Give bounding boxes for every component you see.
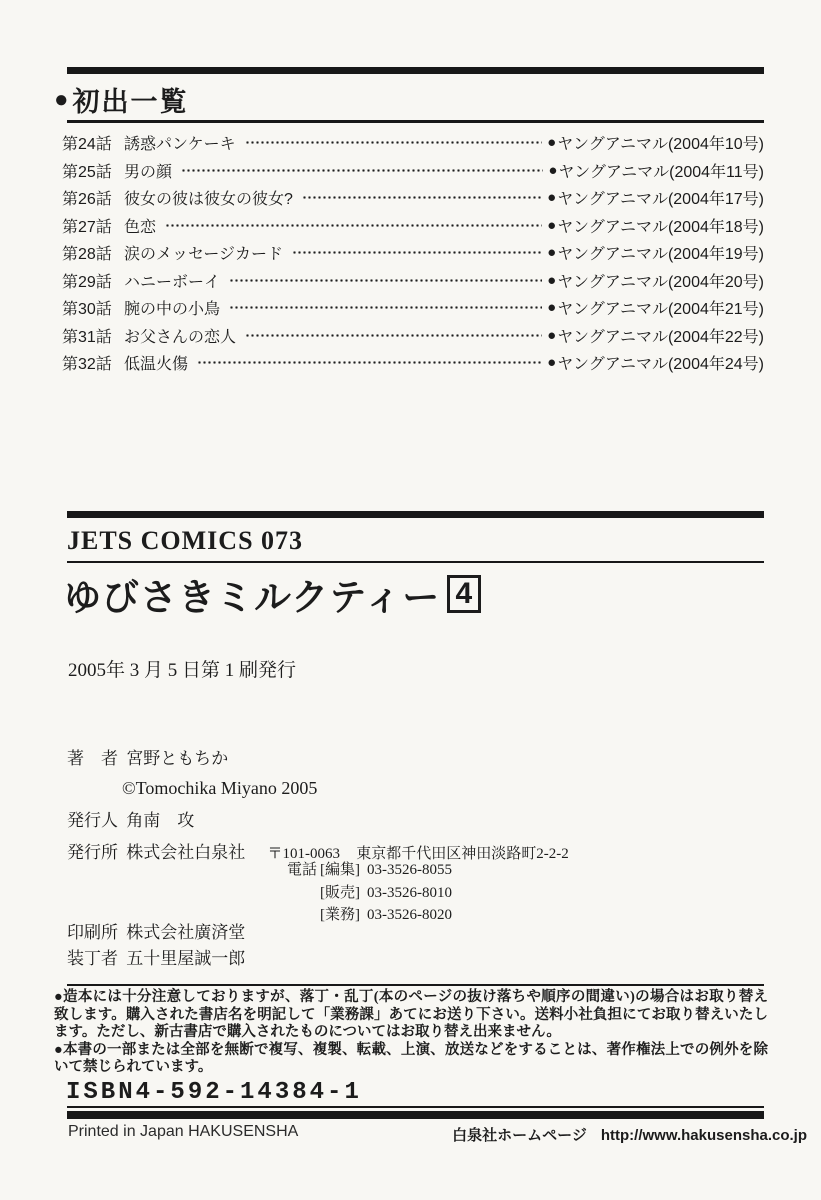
list-item (62, 157, 764, 185)
credit-value: 五十里屋誠一郎 (126, 949, 246, 968)
magazine-credit (547, 131, 764, 154)
credit-issuer (67, 806, 194, 831)
credit-author (67, 744, 228, 769)
chapter-number: 第29話 (62, 273, 112, 291)
credit-role: 印刷所 (67, 923, 118, 942)
magazine-credit (547, 351, 764, 374)
magazine-issue: ヤングアニマル(2004年24号) (557, 356, 764, 374)
credit-role: 発行所 (67, 843, 118, 862)
divider-under-heading (67, 120, 764, 123)
chapter-number: 第32話 (62, 356, 112, 374)
chapter-number: 第31話 (62, 328, 112, 346)
dot-leader (181, 169, 543, 172)
legal-notice-paragraph: ●造本には十分注意しておりますが、落丁・乱丁(本のページの抜け落ちや順序の間違い)の場合はお取り替え致します。購入された書店名を明記して「業務課」あてにお送り下さい。送料小社負担にてお取り替えいたします。ただし、新古書店で購入されたものについてはお取り替え出来ません。 (54, 989, 768, 1041)
dot-leader (229, 306, 542, 309)
chapter-title: 涙のメッセージカード (124, 246, 284, 264)
phone-label: 電話 (287, 862, 318, 878)
chapter-title: 誘惑パンケーキ (124, 136, 236, 154)
printed-in-label: Printed in Japan HAKUSENSHA (68, 1123, 299, 1140)
list-item (62, 294, 764, 322)
chapter-number: 第28話 (62, 246, 112, 264)
dot-leader (302, 196, 542, 199)
dot-leader (229, 279, 542, 282)
bullet-icon: ● (547, 271, 557, 289)
divider-thick-top (67, 67, 764, 74)
printing-info: 2005年 3 月 5 日第 1 刷発行 (68, 660, 297, 681)
book-title-text: ゆびさきミルクティー (64, 577, 441, 618)
first-publication-heading-label: 初出一覧 (72, 87, 189, 117)
dot-leader (197, 361, 542, 364)
divider-thick-middle (67, 511, 764, 518)
homepage-label: 白泉社ホームページ (452, 1127, 587, 1144)
chapter-number: 第30話 (62, 301, 112, 319)
bullet-icon: ● (547, 326, 557, 344)
list-item (62, 184, 764, 212)
phone-row (320, 858, 452, 881)
chapter-title: 低温火傷 (124, 356, 189, 374)
bullet-icon: ● (547, 216, 557, 234)
copyright-line: ©Tomochika Miyano 2005 (122, 778, 318, 798)
chapter-title: 腕の中の小鳥 (124, 301, 221, 319)
legal-notices (54, 989, 768, 1077)
credit-value: 角南 攻 (126, 811, 195, 830)
phone-number: 03-3526-8010 (367, 884, 452, 901)
chapter-title: 色恋 (124, 218, 157, 236)
homepage-url: http://www.hakusensha.co.jp (600, 1127, 807, 1144)
bullet-icon: ● (547, 299, 557, 317)
publisher-name: 株式会社白泉社 (126, 843, 246, 862)
list-item (62, 212, 764, 240)
credit-role: 著 者 (67, 749, 118, 768)
bullet-icon: ● (547, 354, 557, 372)
credit-role: 発行人 (67, 811, 118, 830)
magazine-issue: ヤングアニマル(2004年21号) (557, 301, 764, 319)
legal-notice-paragraph: ●本書の一部または全部を無断で複写、複製、転載、上演、放送などをすることは、著作権法上での例外を除いて禁じられています。 (54, 1041, 768, 1076)
bullet-icon: ● (547, 244, 557, 262)
magazine-issue: ヤングアニマル(2004年11号) (558, 163, 764, 181)
credit-publisher (67, 838, 569, 863)
first-publication-list (62, 129, 764, 377)
dot-leader (292, 251, 542, 254)
magazine-issue: ヤングアニマル(2004年19号) (557, 246, 764, 264)
list-item (62, 239, 764, 267)
magazine-credit (547, 296, 764, 319)
phone-list (320, 858, 452, 926)
credit-value: 宮野ともちか (126, 749, 229, 768)
bullet-icon: ● (547, 189, 557, 207)
first-publication-heading (54, 80, 189, 119)
publisher-postal-code: 〒101-0063 (267, 846, 340, 862)
credit-role: 装丁者 (67, 949, 118, 968)
bullet-icon: ● (547, 134, 557, 152)
publisher-homepage (452, 1124, 807, 1145)
publisher-address: 東京都千代田区神田淡路町2-2-2 (356, 846, 569, 862)
bullet-icon: ● (54, 85, 71, 113)
magazine-credit (547, 186, 764, 209)
magazine-issue: ヤングアニマル(2004年18号) (557, 218, 764, 236)
divider-above-notices (67, 984, 764, 986)
book-title (64, 567, 481, 621)
phone-row (320, 881, 452, 904)
magazine-credit (547, 269, 764, 292)
chapter-title: お父さんの恋人 (124, 328, 237, 346)
magazine-issue: ヤングアニマル(2004年10号) (557, 136, 764, 154)
phone-row (320, 903, 452, 926)
bullet-icon: ● (548, 161, 558, 179)
chapter-title: 男の顔 (124, 163, 173, 181)
credit-value: 株式会社廣済堂 (126, 923, 246, 942)
dot-leader (165, 224, 542, 227)
dot-leader (245, 141, 542, 144)
credit-printer (67, 918, 245, 943)
isbn: ISBN4-592-14384-1 (66, 1079, 362, 1106)
chapter-number: 第24話 (62, 136, 112, 154)
chapter-title: ハニーボーイ (124, 273, 221, 291)
magazine-issue: ヤングアニマル(2004年20号) (557, 273, 764, 291)
magazine-issue: ヤングアニマル(2004年22号) (557, 328, 764, 346)
credit-designer (67, 944, 245, 969)
series-label: JETS COMICS 073 (67, 526, 304, 555)
divider-under-series (67, 561, 764, 563)
list-item (62, 349, 764, 377)
divider-under-isbn (67, 1106, 764, 1108)
magazine-credit (548, 159, 764, 182)
list-item (62, 129, 764, 157)
phone-department: [編集] (320, 862, 360, 878)
list-item (62, 267, 764, 295)
phone-number: 03-3526-8055 (367, 862, 452, 878)
phone-number: 03-3526-8020 (367, 907, 452, 923)
magazine-issue: ヤングアニマル(2004年17号) (557, 191, 764, 209)
magazine-credit (547, 241, 764, 264)
magazine-credit (547, 324, 764, 347)
dot-leader (245, 334, 542, 337)
phone-department: [業務] (320, 907, 360, 923)
chapter-title: 彼女の彼は彼女の彼女? (124, 191, 293, 209)
divider-thick-bottom (67, 1111, 764, 1119)
phone-department: [販売] (320, 884, 360, 901)
list-item (62, 322, 764, 350)
chapter-number: 第25話 (62, 163, 112, 181)
chapter-number: 第27話 (62, 218, 112, 236)
magazine-credit (547, 214, 764, 237)
chapter-number: 第26話 (62, 191, 112, 209)
volume-badge: 4 (447, 575, 481, 613)
